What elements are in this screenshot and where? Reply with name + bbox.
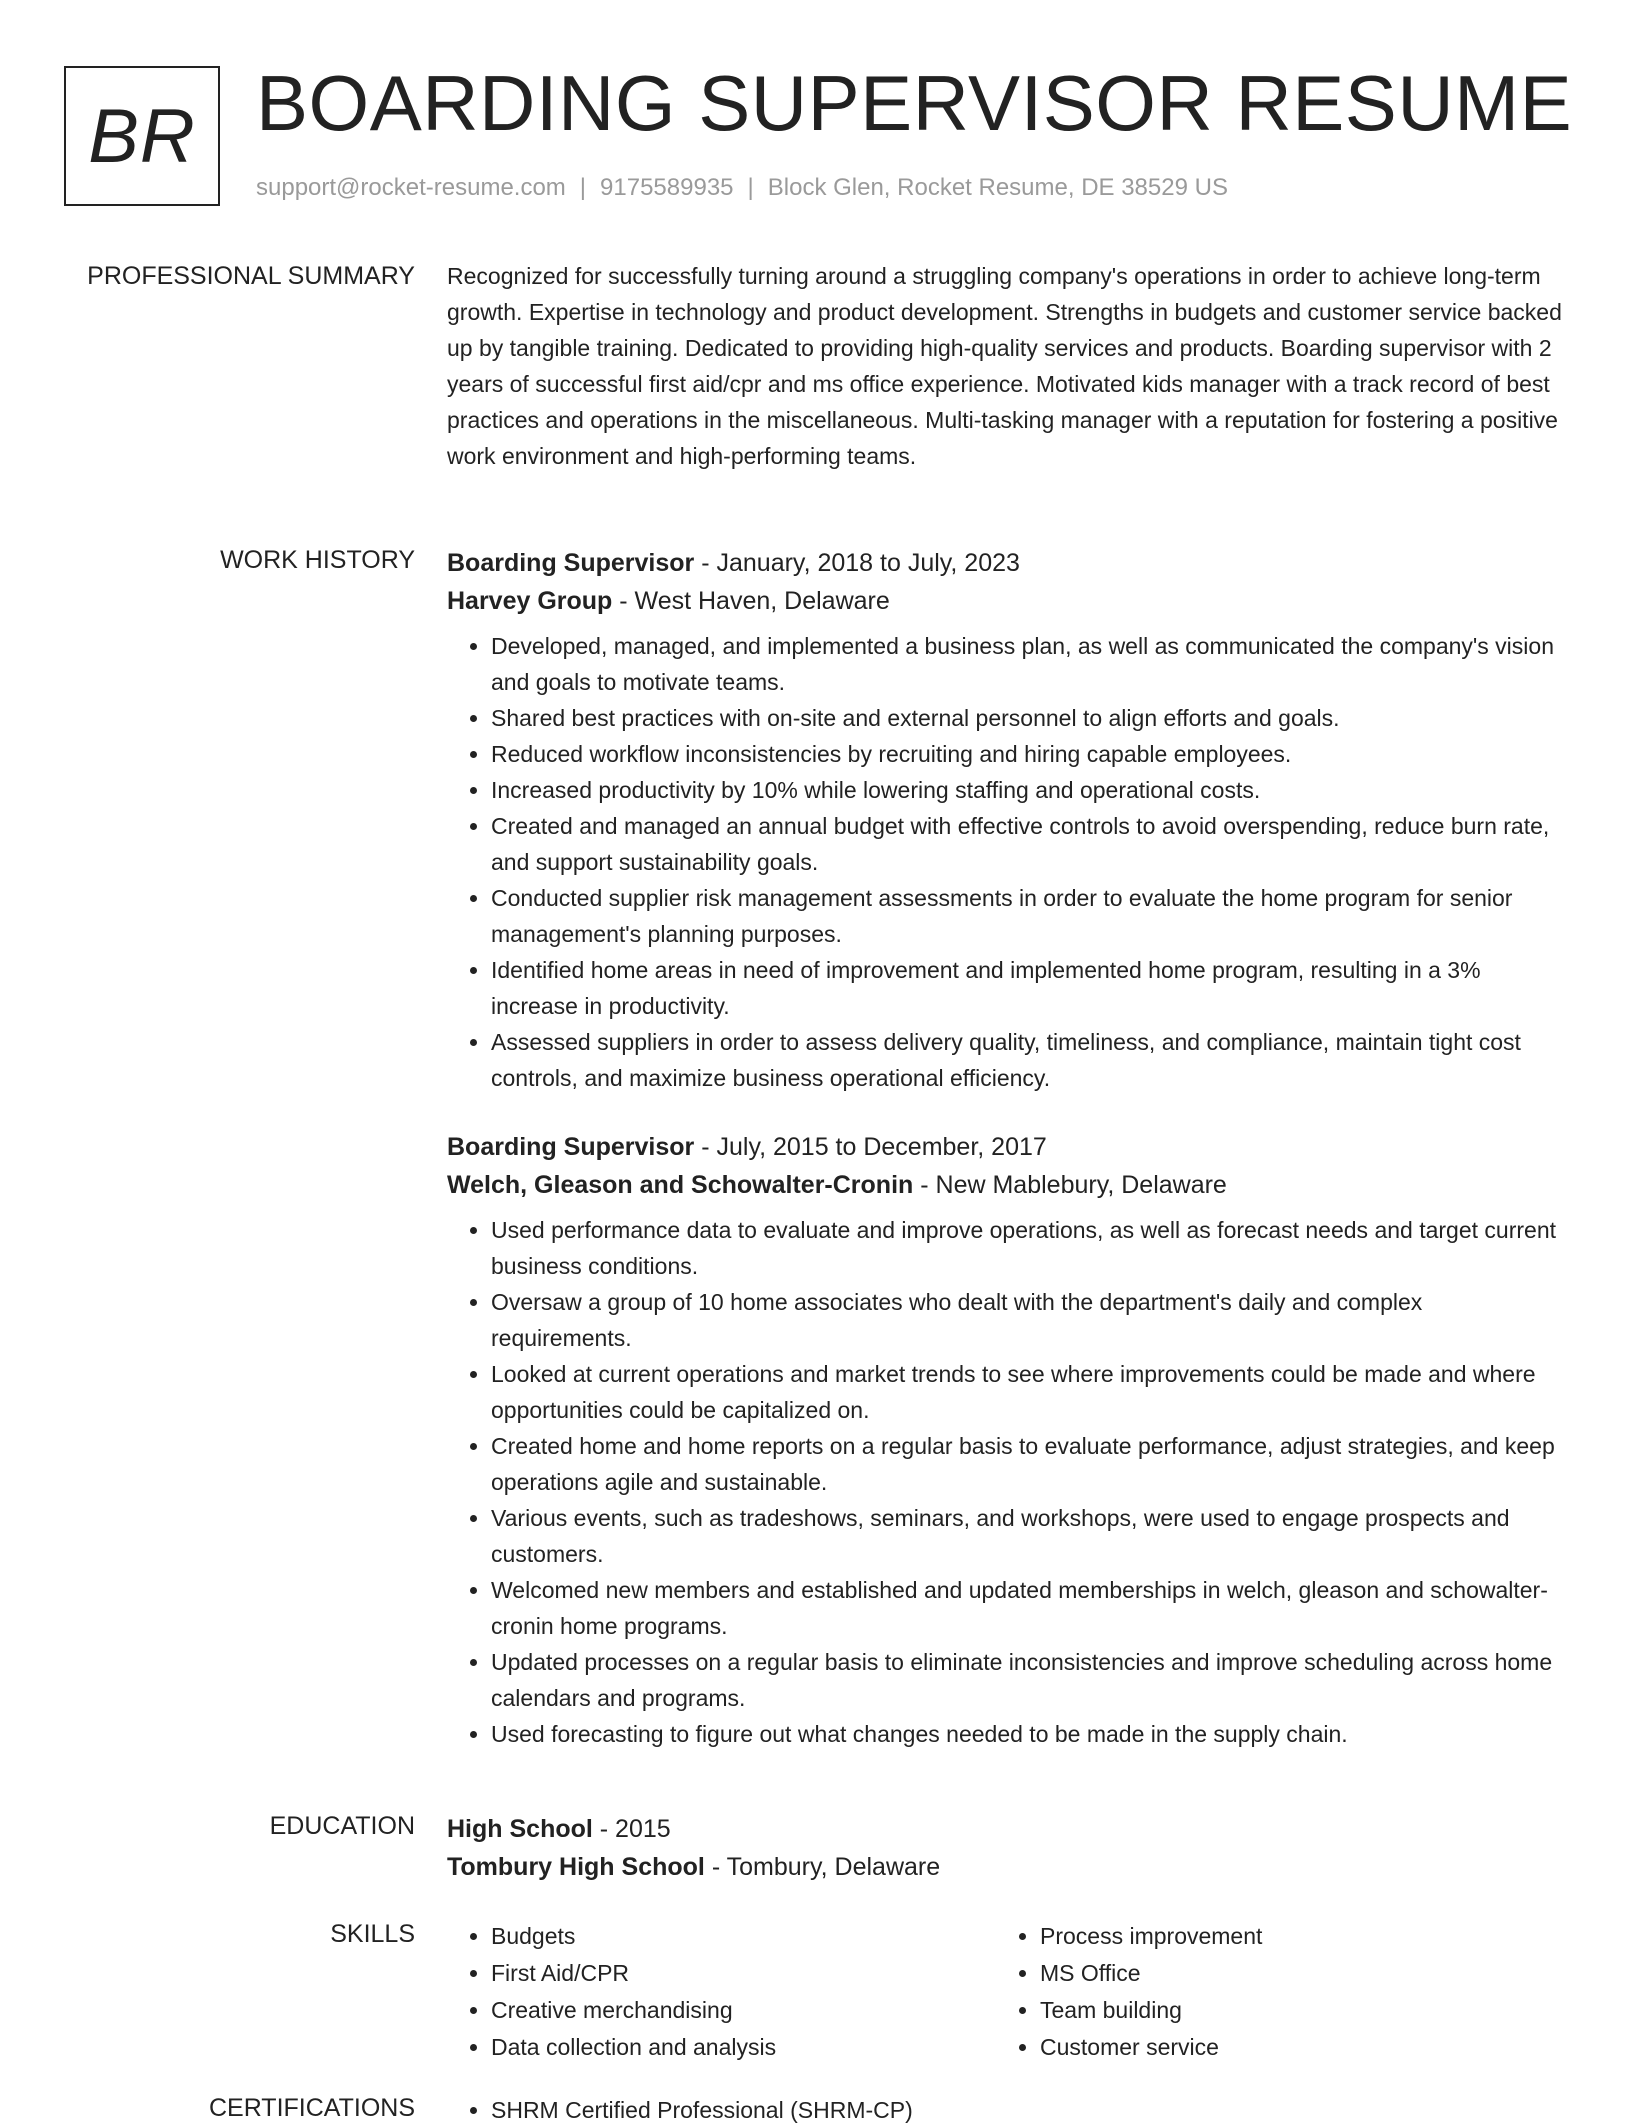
job-company-line [447,582,1567,620]
job-title-line [447,544,1567,582]
job-bullet: • Used performance data to evaluate and improve operations, as well as forecast needs and target current business conditions. [491,1212,1567,1284]
education-school-line [447,1848,1567,1886]
job-bullet: • Created home and home reports on a regular basis to evaluate performance, adjust strategies, and keep operations agile and sustainable. [491,1428,1567,1500]
skill-item: • Process improvement [1040,1918,1545,1955]
education-content [447,1810,1567,1886]
job-bullet: • Identified home areas in need of improvement and implemented home program, resulting in a 3% increase in productivity. [491,952,1567,1024]
job-bullets [447,628,1567,1096]
job-bullet: • Increased productivity by 10% while lowering staffing and operational costs. [491,772,1567,808]
education-location: - Tombury, Delaware [704,1853,941,1881]
job-entry [447,1128,1567,1752]
education-degree-line [447,1810,1567,1848]
job-entry [447,544,1567,1096]
job-bullet: • Looked at current operations and market trends to see where improvements could be made and where opportunities could be capitalized on. [491,1356,1567,1428]
skill-item: • MS Office [1040,1955,1545,1992]
job-bullet: • Developed, managed, and implemented a business plan, as well as communicated the company's vision and goals to motivate teams. [491,628,1567,700]
job-bullet: • Oversaw a group of 10 home associates who dealt with the department's daily and complex requirements. [491,1284,1567,1356]
contact-phone: 9175589935 [600,174,734,201]
skills-list-left [447,1918,996,2066]
job-company-line [447,1166,1567,1204]
job-bullet: • Used forecasting to figure out what changes needed to be made in the supply chain. [491,1716,1567,1752]
certifications-label: CERTIFICATIONS [208,2094,415,2122]
job-bullets [447,1212,1567,1752]
skills-list-right [996,1918,1545,2066]
summary-text: Recognized for successfully turning around a struggling company's operations in order to achieve long-term growth. Expertise in technology and product development. Strengths in budgets and customer service backed up by tangible training. Dedicated to providing high-quality services and products. Boarding supervisor with 2 years of successful first aid/cpr and ms office experience. Motivated kids manager with a track record of best practices and operations in the miscellaneous. Multi-tasking manager with a reputation for fostering a positive work environment and high-performing teams. [447,263,1562,469]
contact-separator: | [579,174,587,201]
job-bullet: • Created and managed an annual budget with effective controls to avoid overspending, reduce burn rate, and support sustainability goals. [491,808,1567,880]
education-degree: High School [447,1815,593,1843]
resume-title: BOARDING SUPERVISOR RESUME [256,59,1573,147]
skills-label: SKILLS [330,1920,415,1948]
certifications-list [447,2092,1567,2128]
job-title: Boarding Supervisor [447,549,695,577]
job-bullet: • Reduced workflow inconsistencies by recruiting and hiring capable employees. [491,736,1567,772]
skill-item: • Creative merchandising [491,1992,996,2029]
job-company: Harvey Group [447,587,613,615]
skills-content [447,1918,1567,2066]
job-bullet: • Assessed suppliers in order to assess delivery quality, timeliness, and compliance, maintain tight cost controls, and maximize business operational efficiency. [491,1024,1567,1096]
contact-email: support@rocket-resume.com [256,174,566,201]
skill-item: • Customer service [1040,2029,1545,2066]
job-bullet: • Updated processes on a regular basis to eliminate inconsistencies and improve scheduling across home calendars and programs. [491,1644,1567,1716]
certification-item: • SHRM Certified Professional (SHRM-CP) [491,2092,1567,2128]
job-title: Boarding Supervisor [447,1133,695,1161]
job-bullet: • Welcomed new members and established and updated memberships in welch, gleason and schowalter-cronin home programs. [491,1572,1567,1644]
certifications-content [447,2092,1567,2128]
skill-item: • First Aid/CPR [491,1955,996,1992]
skill-item: • Team building [1040,1992,1545,2029]
job-location: - New Mablebury, Delaware [913,1171,1227,1199]
job-dates: - January, 2018 to July, 2023 [694,549,1020,577]
summary-content [447,258,1567,474]
job-bullet: • Conducted supplier risk management assessments in order to evaluate the home program for senior management's planning purposes. [491,880,1567,952]
job-dates: - July, 2015 to December, 2017 [694,1133,1047,1161]
job-bullet: • Shared best practices with on-site and external personnel to align efforts and goals. [491,700,1567,736]
education-school: Tombury High School [447,1853,705,1881]
summary-label: PROFESSIONAL SUMMARY [87,262,415,290]
job-title-line [447,1128,1567,1166]
education-year: - 2015 [592,1815,671,1843]
work-history-content [447,544,1567,1752]
contact-line [256,174,1228,202]
work-history-label: WORK HISTORY [220,546,415,574]
job-bullet: • Various events, such as tradeshows, seminars, and workshops, were used to engage prospects and customers. [491,1500,1567,1572]
job-company: Welch, Gleason and Schowalter-Cronin [447,1171,914,1199]
skill-item: • Budgets [491,1918,996,1955]
contact-address: Block Glen, Rocket Resume, DE 38529 US [767,174,1228,201]
contact-separator: | [747,174,754,201]
skill-item: • Data collection and analysis [491,2029,996,2066]
monogram-badge: BR [64,66,220,206]
job-location: - West Haven, Delaware [612,587,890,615]
education-label: EDUCATION [269,1812,415,1840]
